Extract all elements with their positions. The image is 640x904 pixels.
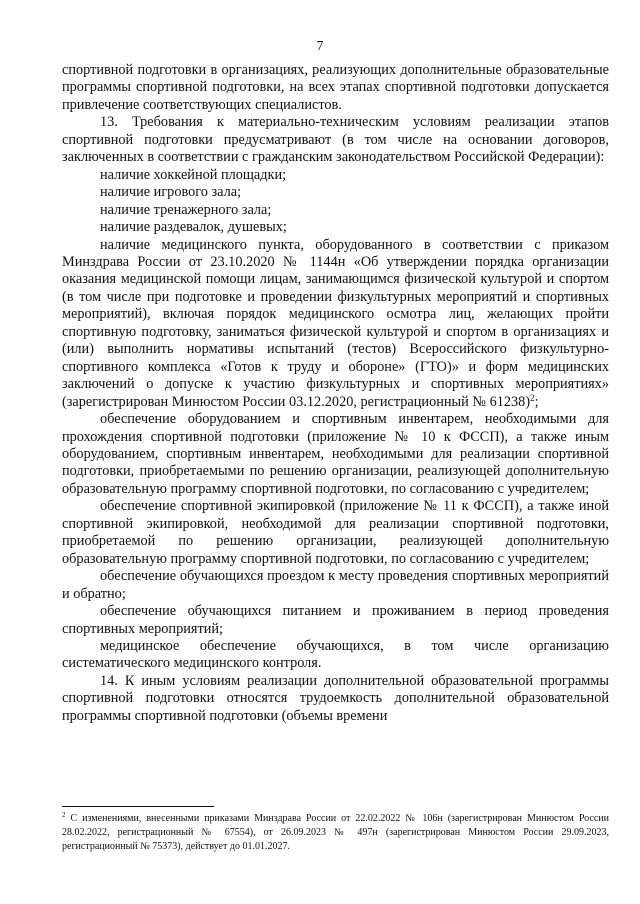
medical-point-end: ; (534, 393, 539, 410)
medical-point-text: наличие медицинского пункта, оборудованного в соответствии с приказом Минздрава России от 23.10.2020 № 1144н «Об утверждении порядка организации оказания медицинской помощи лицам, занимающимся физической культурой и спортом (в том числе при подготовке и проведении физкультурных мероприятий и спортивных мероприятий), включая порядок медицинского осмотра лиц, желающих пройти спортивную подготовку, заниматься физической культурой и спортом в организациях и (или) выполнить нормативы испытаний (тестов) Всероссийского физкультурно-спортивного комплекса «Готов к труду и обороне» (ГТО)» и форм медицинских заключений о допуске к участию физкультурных и спортивных мероприятиях» (зарегистрирован Минюстом России 03.12.2020, регистрационный № 61238) (62, 236, 609, 410)
paragraph-medical-point (62, 237, 609, 412)
footnote-separator (62, 806, 214, 807)
footnote-text: С изменениями, внесенными приказами Минздрава России от 22.02.2022 № 106н (зарегистрирован Минюстом России 28.02.2022, регистрационный № 67554), от 26.09.2023 № 497н (зарегистрирован Минюстом России 29.09.2023, регистрационный № 75373), действует до 01.01.2027. (62, 813, 609, 853)
page-number: 7 (316, 38, 324, 53)
paragraph-continuation: спортивной подготовки в организациях, реализующих дополнительные образовательные программы спортивной подготовки, на всех этапах спортивной подготовки допускается привлечение соответствующих специалистов. (62, 62, 609, 113)
paragraph-14-other-conditions: 14. К иным условиям реализации дополнительной образовательной программы спортивной подготовки относятся трудоемкость дополнительной образовательной программы спортивной подготовки (объемы времени (62, 672, 609, 724)
list-item-game-hall: наличие игрового зала; (100, 184, 242, 201)
list-item-hockey-rink: наличие хоккейной площадки; (100, 166, 287, 183)
paragraph-medical-support: медицинское обеспечение обучающихся, в том числе организацию систематического медицинского контроля. (62, 637, 609, 672)
footnote (62, 812, 609, 855)
footnote-mark: 2 (62, 811, 66, 819)
paragraph-13-requirements: 13. Требования к материально-техническим условиям реализации этапов спортивной подготовки предусматривают (в том числе на основании договоров, заключенных в соответствии с гражданским законодательством Российской Федерации): (62, 114, 609, 166)
footnote-reference: 2 (530, 392, 535, 403)
document-body (62, 62, 609, 725)
paragraph-equipment: обеспечение оборудованием и спортивным инвентарем, необходимыми для прохождения спортивной подготовки (приложение № 10 к ФССП), а также иным оборудованием, спортивным инвентарем, необходимыми для реализации спортивной подготовки, приобретаемыми по решению организации, реализующей дополнительную образовательную программу спортивной подготовки, по согласованию с учредителем; (62, 411, 609, 497)
list-item-gym: наличие тренажерного зала; (100, 201, 272, 218)
paragraph-travel: обеспечение обучающихся проездом к месту проведения спортивных мероприятий и обратно; (62, 568, 609, 602)
list-item-changing-rooms: наличие раздевалок, душевых; (100, 219, 287, 236)
paragraph-sports-gear: обеспечение спортивной экипировкой (приложение № 11 к ФССП), а также иной спортивной экипировкой, необходимой для реализации спортивной подготовки, приобретаемой по решению организации, реализующей дополнительную образовательную программу спортивной подготовки, по согласованию с учредителем; (62, 498, 609, 567)
paragraph-meals-lodging: обеспечение обучающихся питанием и проживанием в период проведения спортивных мероприятий; (62, 603, 609, 637)
